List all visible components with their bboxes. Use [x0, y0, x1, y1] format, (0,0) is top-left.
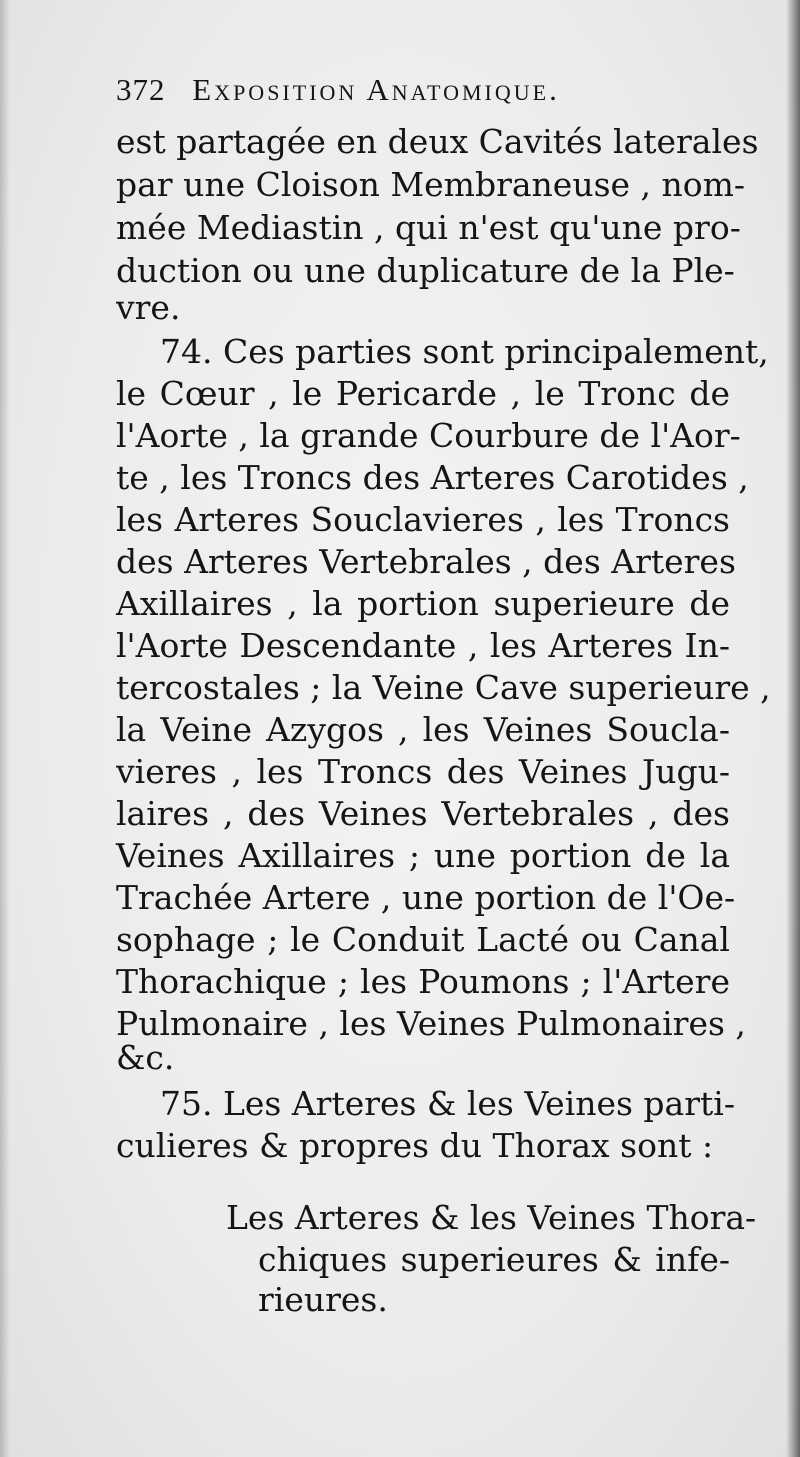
- text-line: sophage ; le Conduit Lacté ou Canal: [116, 920, 730, 959]
- text-line: te , les Troncs des Arteres Carotides ,: [116, 458, 749, 497]
- text-line: culieres & propres du Thorax sont :: [116, 1126, 714, 1165]
- text-line: la Veine Azygos , les Veines Soucla-: [116, 710, 730, 749]
- text-line: les Arteres Souclavieres , les Troncs: [116, 500, 730, 539]
- text-line: duction ou une duplicature de la Ple-: [116, 251, 735, 290]
- text-line: mée Mediastin , qui n'est qu'une pro-: [116, 208, 741, 247]
- text-line: l'Aorte Descendante , les Arteres In-: [116, 626, 730, 665]
- text-line: tercostales ; la Veine Cave superieure ,: [116, 668, 771, 707]
- text-line: est partagée en deux Cavités laterales: [116, 122, 759, 161]
- text-line: Pulmonaire , les Veines Pulmonaires ,: [116, 1004, 746, 1043]
- page-gutter-shadow: [0, 0, 10, 1457]
- text-line: Thorachique ; les Poumons ; l'Artere: [116, 962, 730, 1001]
- text-line: Axillaires , la portion superieure de: [116, 584, 730, 623]
- paragraph-74-first-line: 74. Ces parties sont principalement,: [160, 332, 769, 371]
- list-entry-continuation: rieures.: [258, 1280, 388, 1319]
- text-line: vieres , les Troncs des Veines Jugu-: [116, 752, 730, 791]
- text-line: des Arteres Vertebrales , des Arteres: [116, 542, 736, 581]
- text-line: Trachée Artere , une portion de l'Oe-: [116, 878, 736, 917]
- text-line: laires , des Veines Vertebrales , des: [116, 794, 730, 833]
- list-entry-continuation: chiques superieures & infe-: [258, 1240, 730, 1279]
- list-entry-first-line: Les Arteres & les Veines Thora-: [226, 1198, 757, 1237]
- text-line: par une Cloison Membraneuse , nom-: [116, 165, 746, 204]
- text-line: Veines Axillaires ; une portion de la: [116, 836, 730, 875]
- running-title: Exposition Anatomique.: [192, 72, 560, 107]
- text-line: &c.: [116, 1038, 175, 1077]
- page-number: 372: [116, 72, 166, 107]
- text-line: l'Aorte , la grande Courbure de l'Aor-: [116, 416, 741, 455]
- running-header: [116, 72, 696, 116]
- page-edge-shadow: [786, 0, 800, 1457]
- text-line: le Cœur , le Pericarde , le Tronc de: [116, 374, 730, 413]
- text-line: vre.: [116, 288, 181, 327]
- paragraph-75-first-line: 75. Les Arteres & les Veines parti-: [160, 1084, 735, 1123]
